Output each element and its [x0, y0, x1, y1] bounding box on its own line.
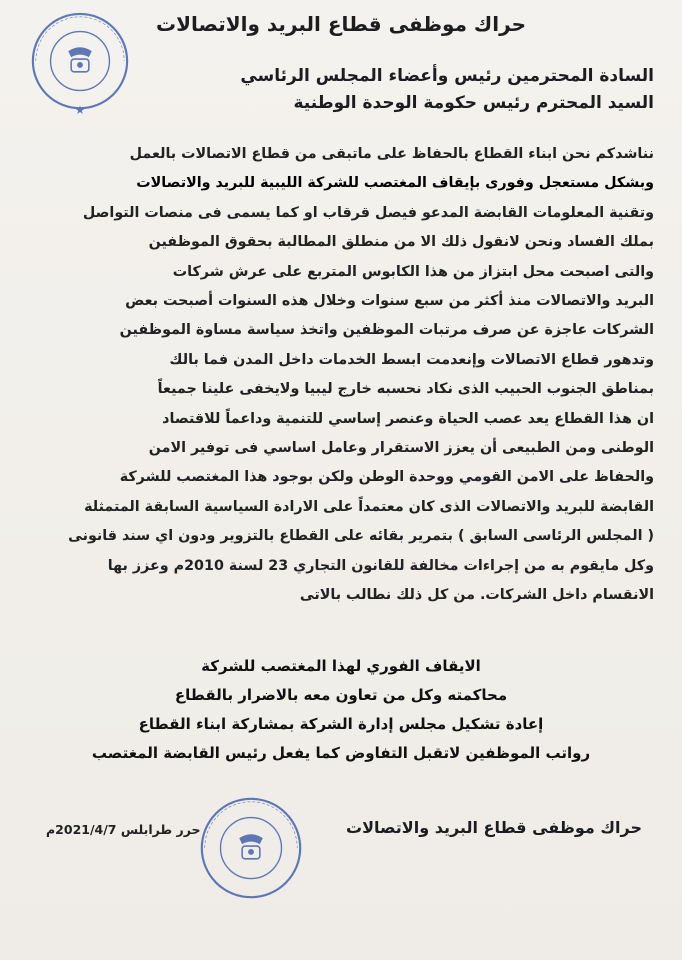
signature-line: حراك موظفى قطاع البريد والاتصالات	[346, 818, 642, 837]
body-line: والحفاظ على الامن القومي ووحدة الوطن ولكن بوجود هذا المغتصب للشركة	[119, 469, 654, 486]
document-date: حرر طرابلس 2021/4/7م	[46, 822, 201, 837]
recipient-line-2: السيد المحترم رئيس حكومة الوحدة الوطنية	[293, 93, 654, 113]
demand-item: إعادة تشكيل مجلس إدارة الشركة بمشاركة ابناء القطاع	[138, 715, 544, 733]
body-line: الشركات عاجزة عن صرف مرتبات الموظفين واتخذ سياسة مساوة الموظفين	[119, 322, 654, 339]
letter-body	[24, 140, 654, 611]
body-line: نناشدكم نحن ابناء القطاع بالحفاظ على ماتبقى من قطاع الاتصالات بالعمل	[129, 146, 654, 162]
recipient-line-1: السادة المحترمين رئيس وأعضاء المجلس الرئاسي	[240, 66, 654, 86]
telephone-icon	[239, 834, 263, 859]
official-stamp-top	[26, 4, 134, 122]
demand-item: الايقاف الفوري لهذا المغتصب للشركة	[201, 657, 481, 675]
body-line: وتقنية المعلومات القابضة المدعو فيصل قرقاب او كما يسمى فى منصات التواصل	[82, 204, 654, 221]
body-line: الانقسام داخل الشركات. من كل ذلك نطالب بالاتى	[299, 587, 654, 604]
body-line: والتى اصبحت محل ابتزاز من هذا الكابوس المتربع على عرش شركات	[172, 263, 654, 280]
body-line: القابضة للبريد والاتصالات الذى كان معتمداً على الارادة السياسية السابقة المتمثلة	[84, 498, 654, 515]
demands-list	[40, 652, 642, 768]
body-line: البريد والاتصالات منذ أكثر من سبع سنوات وخلال هذه السنوات أصبحت بعض	[125, 293, 654, 310]
page-title: حراك موظفى قطاع البريد والاتصالات	[156, 12, 526, 36]
demand-item: رواتب الموظفين لاتقبل التفاوض كما يفعل رئيس القابضة المغتصب	[91, 744, 591, 762]
body-line: ان هذا القطاع يعد عصب الحياة وعنصر إساسي للتنمية وداعماً للاقتصاد	[162, 410, 654, 427]
body-line: وبشكل مستعجل وفورى بإيقاف المغتصب للشركة الليبية للبريد والاتصالات	[136, 175, 654, 192]
official-stamp-bottom	[190, 790, 312, 908]
telephone-icon	[68, 47, 92, 72]
svg-text:★: ★	[74, 103, 86, 118]
body-line: ( المجلس الرئاسى السابق ) بتمرير بقائه على القطاع بالتزوير ودون اي سند قانونى	[68, 528, 654, 545]
body-line: بمناطق الجنوب الحبيب الذى نكاد نحسبه خارج ليبيا ولايخفى علينا جميعاً	[157, 381, 654, 398]
body-line: بملك الفساد ونحن لانقول ذلك الا من منطلق المطالبة بحقوق الموظفين	[148, 234, 654, 251]
body-line: وتدهور قطاع الاتصالات وإنعدمت ابسط الخدمات داخل المدن فما بالك	[169, 351, 654, 368]
body-line: الوطنى ومن الطبيعى أن يعزز الاستقرار وعامل اساسي فى توفير الامن	[148, 440, 654, 457]
demand-item: محاكمته وكل من تعاون معه بالاضرار بالقطاع	[174, 686, 508, 704]
body-line: وكل مايقوم به من إجراءات مخالفة للقانون التجاري 23 لسنة 2010م وعزز بها	[107, 557, 654, 574]
